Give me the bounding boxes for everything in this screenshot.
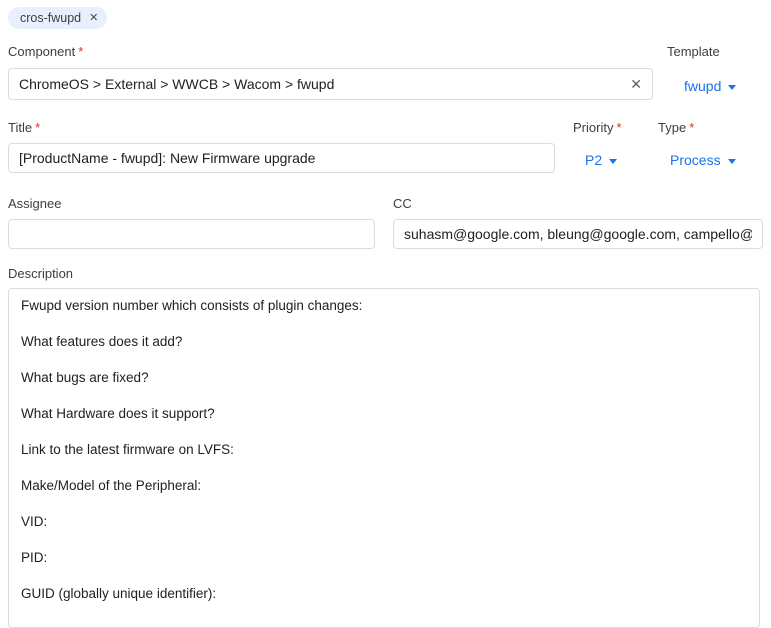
template-value: fwupd <box>684 78 722 94</box>
cc-input[interactable] <box>404 226 752 242</box>
type-label-text: Type <box>658 120 687 135</box>
hotlist-chip[interactable] <box>8 7 107 29</box>
type-value: Process <box>670 152 721 168</box>
description-textarea[interactable] <box>8 288 760 628</box>
priority-label-text: Priority <box>573 120 614 135</box>
title-field <box>8 143 555 173</box>
assignee-input[interactable] <box>19 226 364 242</box>
chevron-down-icon <box>728 159 736 164</box>
hotlist-chip-label: cros-fwupd <box>20 11 82 25</box>
chip-close-icon[interactable]: ✕ <box>89 11 99 24</box>
title-label <box>8 120 40 135</box>
assignee-field <box>8 219 375 249</box>
template-dropdown[interactable] <box>684 78 736 94</box>
clear-component-icon[interactable]: ✕ <box>630 76 642 92</box>
component-required-asterisk: * <box>78 44 84 59</box>
priority-required-asterisk: * <box>616 120 622 135</box>
title-label-text: Title <box>8 120 33 135</box>
chevron-down-icon <box>609 159 617 164</box>
type-label <box>658 120 694 135</box>
type-dropdown[interactable] <box>670 152 736 168</box>
priority-value: P2 <box>585 152 603 168</box>
title-required-asterisk: * <box>35 120 41 135</box>
priority-label <box>573 120 622 135</box>
component-field <box>8 68 653 100</box>
cc-field <box>393 219 763 249</box>
component-input[interactable] <box>19 76 622 92</box>
component-label-text: Component <box>8 44 76 59</box>
template-label: Template <box>667 44 720 59</box>
component-label <box>8 44 83 59</box>
type-required-asterisk: * <box>689 120 695 135</box>
title-input[interactable] <box>19 150 544 166</box>
cc-label: CC <box>393 196 412 211</box>
chevron-down-icon <box>728 85 736 90</box>
assignee-label: Assignee <box>8 196 62 211</box>
description-label: Description <box>8 266 74 281</box>
priority-dropdown[interactable] <box>585 152 617 168</box>
